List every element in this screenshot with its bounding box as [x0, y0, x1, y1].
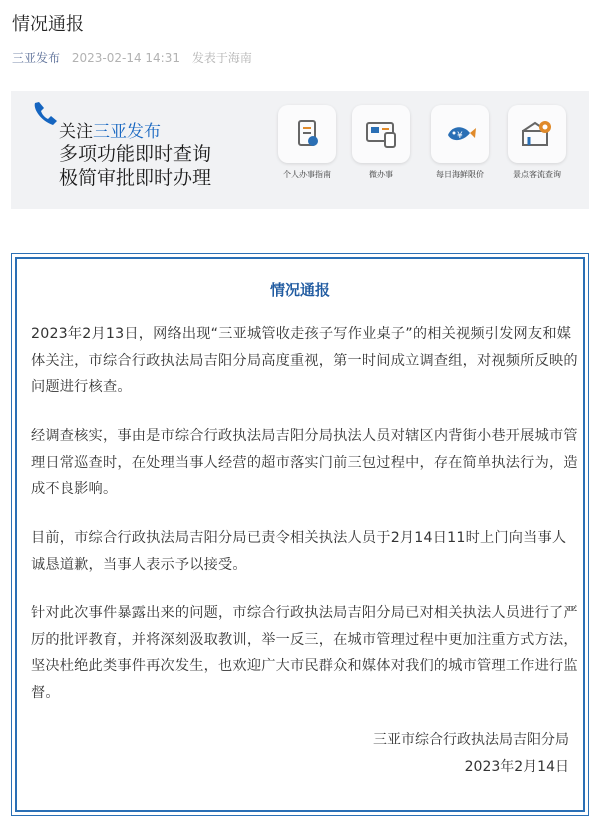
notice-signature: 三亚市综合行政执法局吉阳分局	[373, 732, 569, 748]
article-title: 情况通报	[12, 14, 84, 35]
notice-paragraph-4: 针对此次事件暴露出来的问题，市综合行政执法局吉阳分局已对相关执法人员进行了严厉的批评教育，并将深刻汲取教训，举一反三，在城市管理过程中更加注重方式方法，坚决杜绝此类事件再次发生，也欢迎广大市民群众和媒体对我们的城市管理工作进行监督。	[31, 605, 578, 701]
service-seafood[interactable]: ¥ 每日海鲜限价	[427, 105, 493, 180]
publish-location: 发表于海南	[191, 51, 252, 65]
notice-paragraph-1: 2023年2月13日，网络出现“三亚城管收走孩子写作业桌子”的相关视频引发网友和媒体关注，市综合行政执法局吉阳分局高度重视，第一时间成立调查组，对视频所反映的问题进行核查。	[31, 326, 578, 395]
publish-time: 2023-02-14 14:31	[71, 51, 180, 65]
account-link[interactable]: 三亚发布	[12, 51, 61, 65]
service-micro[interactable]: 微办事	[348, 105, 414, 180]
article-meta	[12, 49, 252, 66]
service-scenic[interactable]: 景点客流查询	[504, 105, 570, 180]
notice-paragraph-3: 目前，市综合行政执法局吉阳分局已责令相关执法人员于2月14日11时上门向当事人诚恳道歉，当事人表示予以接受。	[31, 530, 567, 573]
notice-paragraph-2: 经调查核实，事由是市综合行政执法局吉阳分局执法人员对辖区内背街小巷开展城市管理日常巡查时，在处理当事人经营的超市落实门前三包过程中，存在简单执法行为，造成不良影响。	[31, 428, 578, 497]
promo-banner[interactable]	[11, 91, 589, 209]
banner-line1: 关注三亚发布	[59, 122, 161, 142]
service-guide[interactable]: 个人办事指南	[274, 105, 340, 180]
notice-title: 情况通报	[269, 281, 330, 299]
scenic-icon	[519, 117, 555, 151]
banner-highlight: 三亚发布	[93, 122, 161, 142]
banner-line3: 极简审批即时办理	[59, 167, 212, 189]
svg-text:¥: ¥	[457, 131, 463, 141]
notice-date: 2023年2月14日	[464, 759, 569, 775]
notice-box	[11, 253, 589, 816]
phone-icon	[31, 99, 61, 129]
service-icon	[363, 117, 399, 151]
guide-icon	[290, 117, 324, 151]
seafood-icon	[442, 117, 478, 151]
banner-line2: 多项功能即时查询	[59, 143, 212, 165]
